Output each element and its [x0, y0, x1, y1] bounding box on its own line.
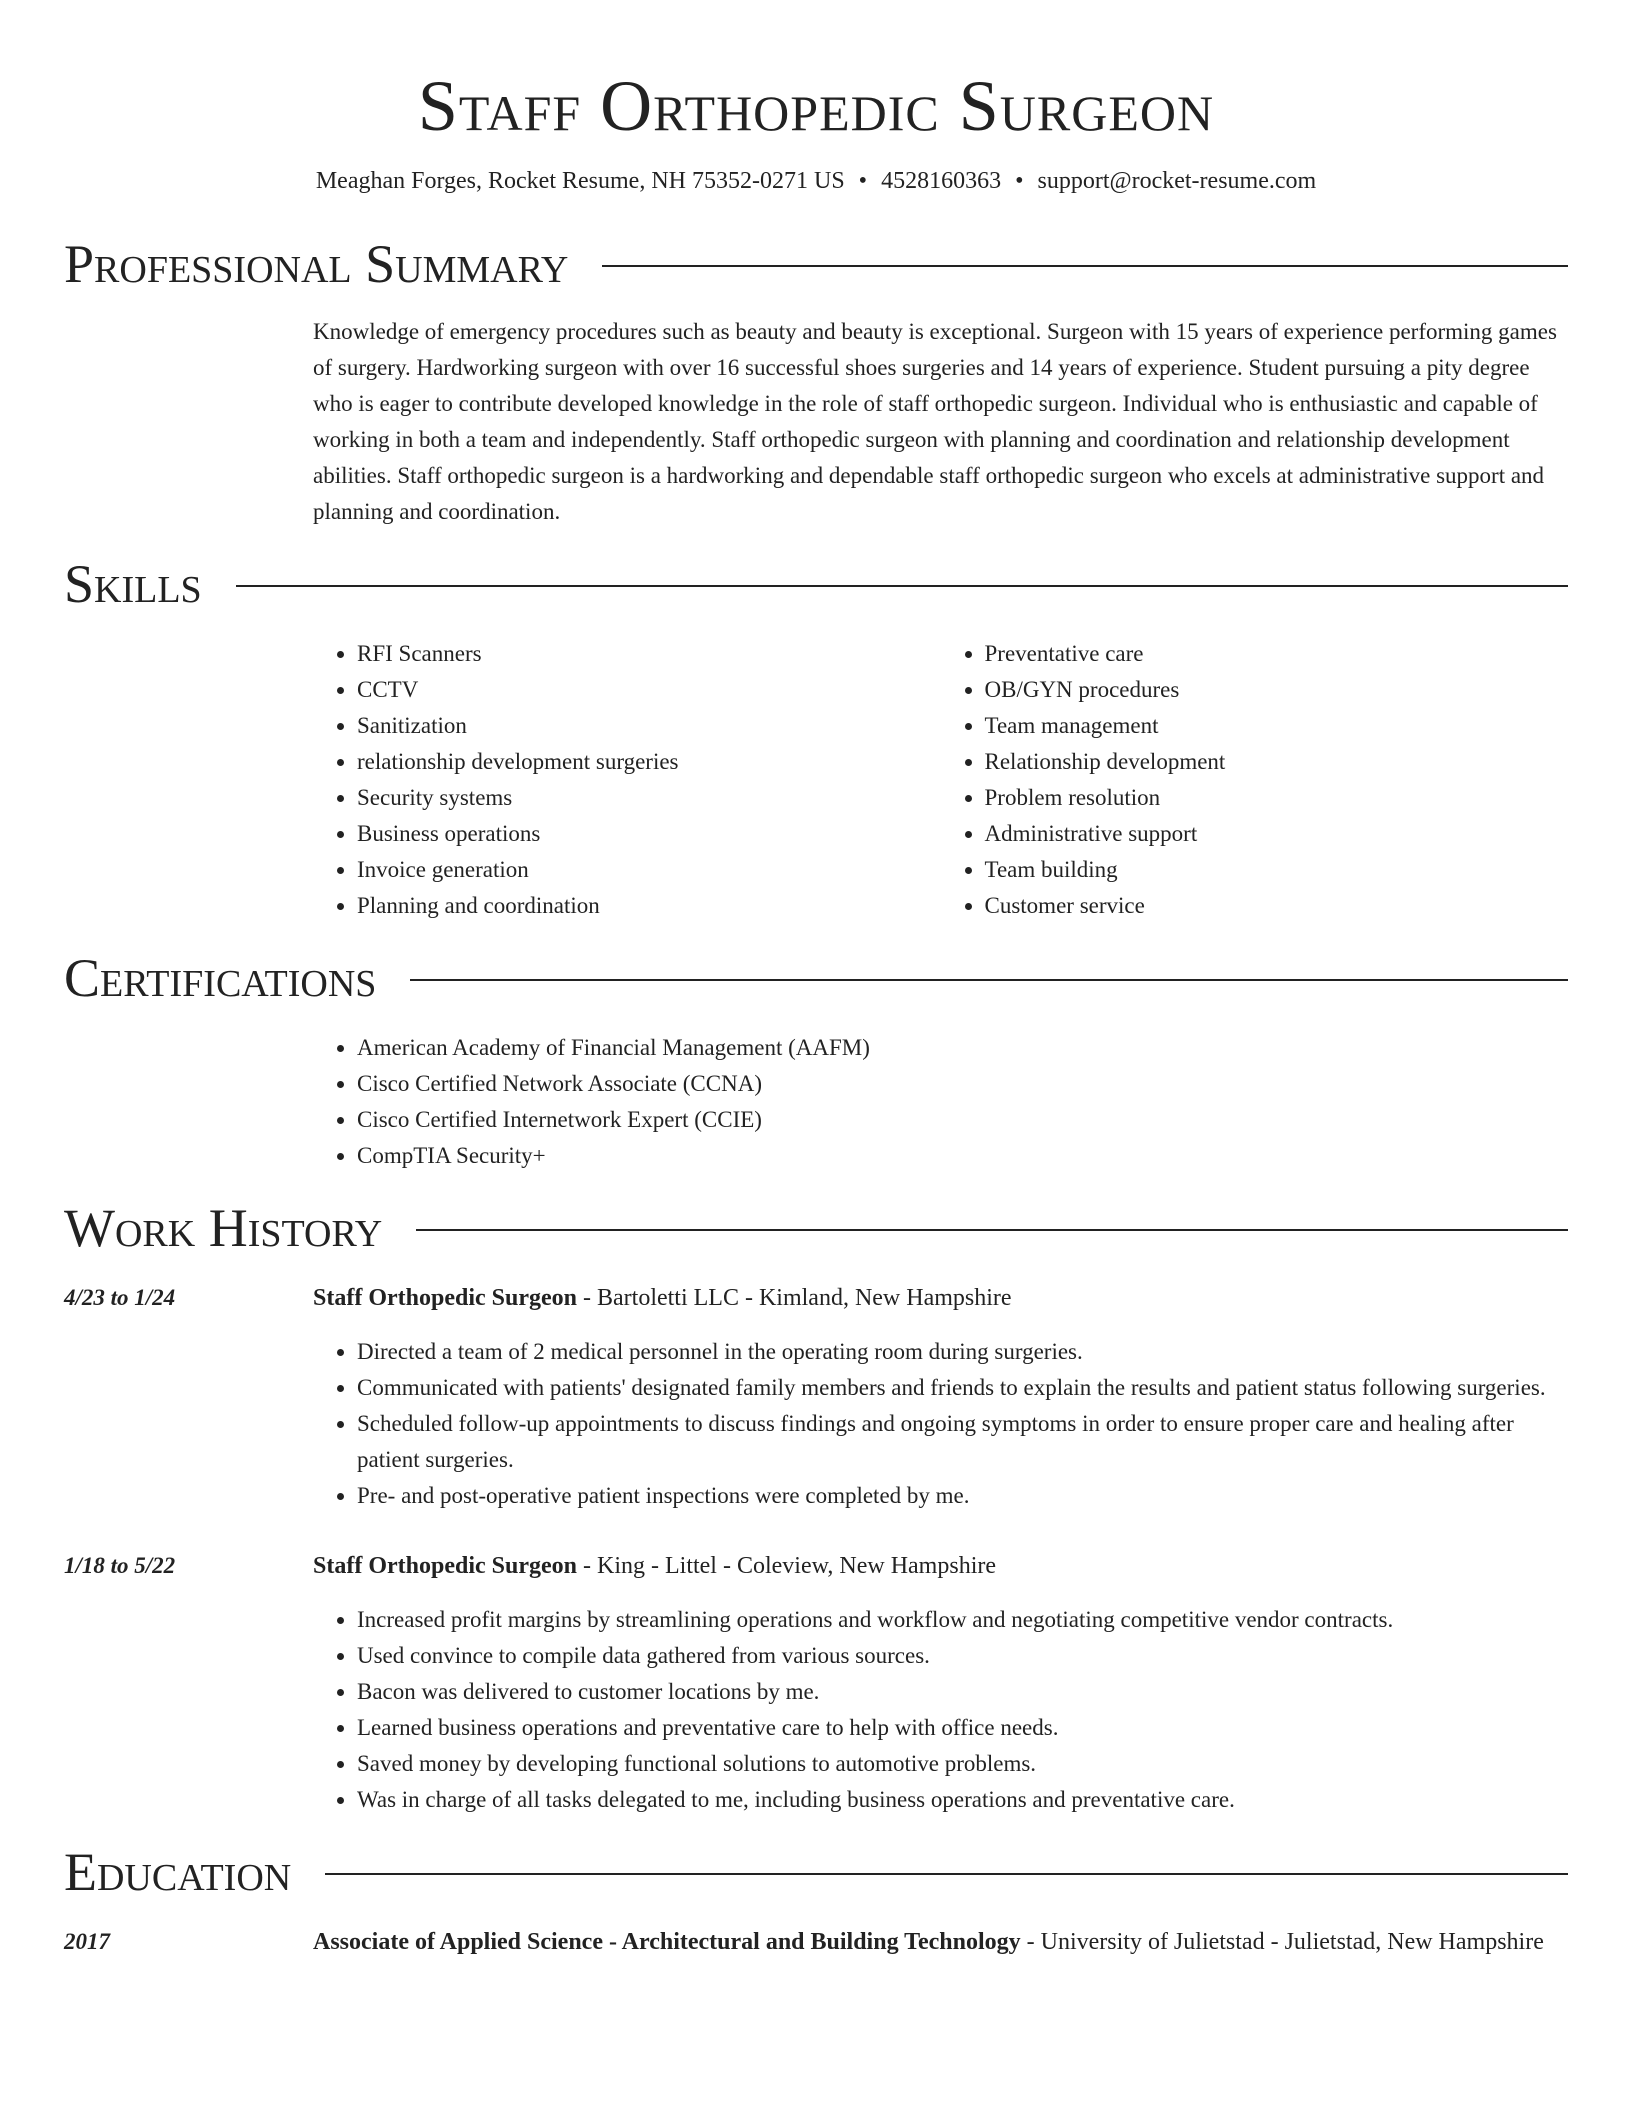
education-heading: Education — [64, 1842, 292, 1902]
education-year: 2017 — [64, 1929, 110, 1954]
job-bullet: • Was in charge of all tasks delegated to me, including business operations and preventative care. — [357, 1782, 1568, 1818]
certifications-block — [313, 1030, 1568, 1174]
certification-item: • Cisco Certified Internetwork Expert (CCIE) — [357, 1102, 1568, 1138]
education-body — [313, 1924, 1568, 1961]
job-title: Staff Orthopedic Surgeon — [313, 1285, 577, 1311]
summary-section-header — [64, 232, 1568, 296]
contact-separator: • — [858, 168, 868, 194]
summary-heading: Professional Summary — [64, 234, 569, 294]
work-heading: Work History — [64, 1198, 383, 1258]
skill-item: • Planning and coordination — [357, 888, 941, 924]
job-body — [313, 1548, 1568, 1818]
contact-separator: • — [1015, 168, 1024, 194]
job-bullets — [313, 1334, 1568, 1514]
contact-address: Meaghan Forges, Rocket Resume, NH 75352-0271 US — [315, 168, 845, 194]
section-divider — [410, 979, 1568, 981]
skills-heading: Skills — [64, 554, 202, 614]
skills-section-header — [64, 552, 1568, 616]
job-title: Staff Orthopedic Surgeon — [313, 1553, 577, 1579]
skill-item: • OB/GYN procedures — [985, 672, 1569, 708]
certifications-list — [313, 1030, 1568, 1174]
contact-email: support@rocket-resume.com — [1037, 168, 1317, 194]
job-bullet: • Scheduled follow-up appointments to discuss findings and ongoing symptoms in order to ensure proper care and healing after patient surgeries. — [357, 1406, 1568, 1478]
education-school: - University of Julietstad - Julietstad, New Hampshire — [1020, 1929, 1544, 1955]
skill-item: • Preventative care — [985, 636, 1569, 672]
job-entry — [64, 1548, 1568, 1818]
section-divider — [416, 1229, 1568, 1231]
job-bullet: • Communicated with patients' designated family members and friends to explain the results and patient status following surgeries. — [357, 1370, 1568, 1406]
job-bullets — [313, 1602, 1568, 1818]
section-divider — [236, 585, 1568, 587]
job-bullet: • Bacon was delivered to customer locations by me. — [357, 1674, 1568, 1710]
skill-item: • Sanitization — [357, 708, 941, 744]
skill-item: • RFI Scanners — [357, 636, 941, 672]
job-entry — [64, 1280, 1568, 1514]
job-bullet: • Learned business operations and preventative care to help with office needs. — [357, 1710, 1568, 1746]
job-bullet: • Pre- and post-operative patient inspections were completed by me. — [357, 1478, 1568, 1514]
job-title-line — [313, 1280, 1568, 1316]
skill-item: • relationship development surgeries — [357, 744, 941, 780]
summary-text: Knowledge of emergency procedures such as beauty and beauty is exceptional. Surgeon with 15 years of experience performing games of surgery. Hardworking surgeon with over 16 successful shoes surgeries and 14 years of experience. Student pursuing a pity degree who is eager to contribute developed knowledge in the role of staff orthopedic surgeon. Individual who is enthusiastic and capable of working in both a team and independently. Staff orthopedic surgeon with planning and coordination and relationship development abilities. Staff orthopedic surgeon is a hardworking and dependable staff orthopedic surgeon who excels at administrative support and planning and coordination. — [313, 319, 1557, 524]
skill-item: • Invoice generation — [357, 852, 941, 888]
skill-item: • CCTV — [357, 672, 941, 708]
skill-item: • Problem resolution — [985, 780, 1569, 816]
contact-phone: 4528160363 — [881, 168, 1002, 194]
certifications-section-header — [64, 946, 1568, 1010]
skill-item: • Security systems — [357, 780, 941, 816]
job-bullet: • Directed a team of 2 medical personnel in the operating room during surgeries. — [357, 1334, 1568, 1370]
job-body — [313, 1280, 1568, 1514]
skills-list-right — [941, 636, 1569, 924]
job-dates: 4/23 to 1/24 — [64, 1285, 176, 1310]
education-degree: Associate of Applied Science - Architectural and Building Technology — [313, 1929, 1021, 1955]
skill-item: • Business operations — [357, 816, 941, 852]
certification-item: • American Academy of Financial Management (AAFM) — [357, 1030, 1568, 1066]
job-title-line — [313, 1548, 1568, 1584]
education-section-header — [64, 1840, 1568, 1904]
education-entry — [64, 1924, 1568, 1961]
skill-item: • Team building — [985, 852, 1569, 888]
skill-item: • Team management — [985, 708, 1569, 744]
job-bullet: • Used convince to compile data gathered from various sources. — [357, 1638, 1568, 1674]
certifications-heading: Certifications — [64, 948, 377, 1008]
certification-item: • CompTIA Security+ — [357, 1138, 1568, 1174]
skills-list-left — [313, 636, 941, 924]
job-employer: - Bartoletti LLC - Kimland, New Hampshire — [577, 1285, 1012, 1311]
skill-item: • Relationship development — [985, 744, 1569, 780]
skill-item: • Administrative support — [985, 816, 1569, 852]
skill-item: • Customer service — [985, 888, 1569, 924]
section-divider — [602, 265, 1568, 267]
work-section-header — [64, 1196, 1568, 1260]
section-divider — [325, 1873, 1568, 1875]
job-employer: - King - Littel - Coleview, New Hampshire — [577, 1553, 997, 1579]
certification-item: • Cisco Certified Network Associate (CCNA) — [357, 1066, 1568, 1102]
candidate-title: Staff Orthopedic Surgeon — [417, 66, 1215, 146]
contact-line — [64, 164, 1568, 198]
job-bullet: • Increased profit margins by streamlining operations and workflow and negotiating competitive vendor contracts. — [357, 1602, 1568, 1638]
job-dates: 1/18 to 5/22 — [64, 1553, 176, 1578]
job-bullet: • Saved money by developing functional solutions to automotive problems. — [357, 1746, 1568, 1782]
skills-grid — [313, 636, 1568, 924]
